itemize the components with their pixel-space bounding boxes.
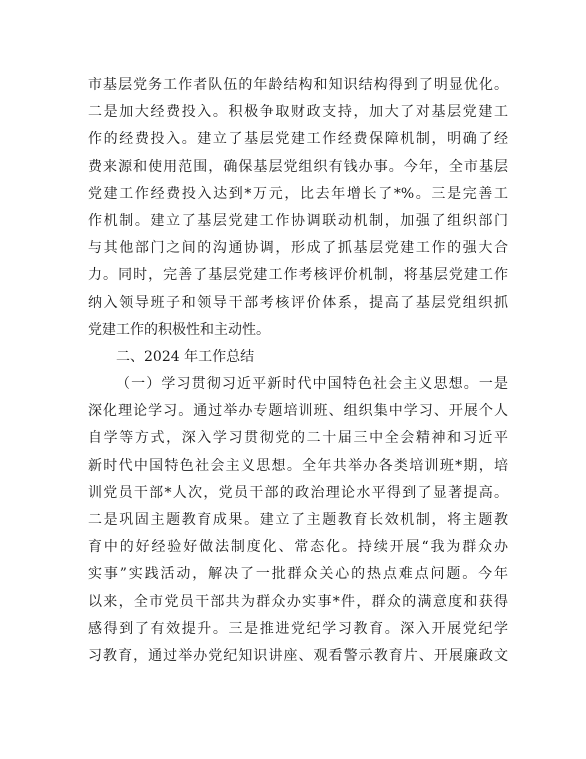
text-line: 作的经费投入。建立了基层党建工作经费保障机制，明确了经 <box>88 131 508 148</box>
text-line: 费来源和使用范围，确保基层党组织有钱办事。今年，全市基层 <box>88 158 508 175</box>
text-line: 力。同时，完善了基层党建工作考核评价机制，将基层党建工作 <box>88 267 508 284</box>
text-line: 习教育，通过举办党纪知识讲座、观看警示教育片、开展廉政文 <box>88 647 508 664</box>
text-line: 二是加大经费投入。积极争取财政支持，加大了对基层党建工 <box>88 104 508 121</box>
text-line: 与其他部门之间的沟通协调，形成了抓基层党建工作的强大合 <box>88 240 508 257</box>
text-line: 二是巩固主题教育成果。建立了主题教育长效机制，将主题教 <box>88 512 508 528</box>
text-line: 以来，全市党员干部共为群众办实事*件，群众的满意度和获得 <box>88 593 508 610</box>
text-line: 深化理论学习。通过举办专题培训班、组织集中学习、开展个人 <box>88 403 508 420</box>
text-line: 育中的好经验好做法制度化、常态化。持续开展“我为群众办 <box>88 539 508 556</box>
text-line: 党建工作经费投入达到*万元，比去年增长了*%。三是完善工 <box>88 185 508 202</box>
text-line: （一）学习贯彻习近平新时代中国特色社会主义思想。一是 <box>116 376 508 393</box>
text-line: 实事”实践活动，解决了一批群众关心的热点难点问题。今年 <box>88 566 508 583</box>
text-line: 感得到了有效提升。三是推进党纪学习教育。深入开展党纪学 <box>88 620 508 637</box>
text-line: 党建工作的积极性和主动性。 <box>88 321 270 338</box>
text-line: 作机制。建立了基层党建工作协调联动机制，加强了组织部门 <box>88 212 508 229</box>
section-heading: 二、2024 年工作总结 <box>116 348 255 365</box>
text-line: 新时代中国特色社会主义思想。全年共举办各类培训班*期，培 <box>88 457 508 474</box>
text-line: 自学等方式，深入学习贯彻党的二十届三中全会精神和习近平 <box>88 430 508 447</box>
text-line: 训党员干部*人次，党员干部的政治理论水平得到了显著提高。 <box>88 484 508 501</box>
text-line: 市基层党务工作者队伍的年龄结构和知识结构得到了明显优化。 <box>88 77 508 93</box>
text-line: 纳入领导班子和领导干部考核评价体系，提高了基层党组织抓 <box>88 294 508 311</box>
document-body <box>88 72 508 670</box>
